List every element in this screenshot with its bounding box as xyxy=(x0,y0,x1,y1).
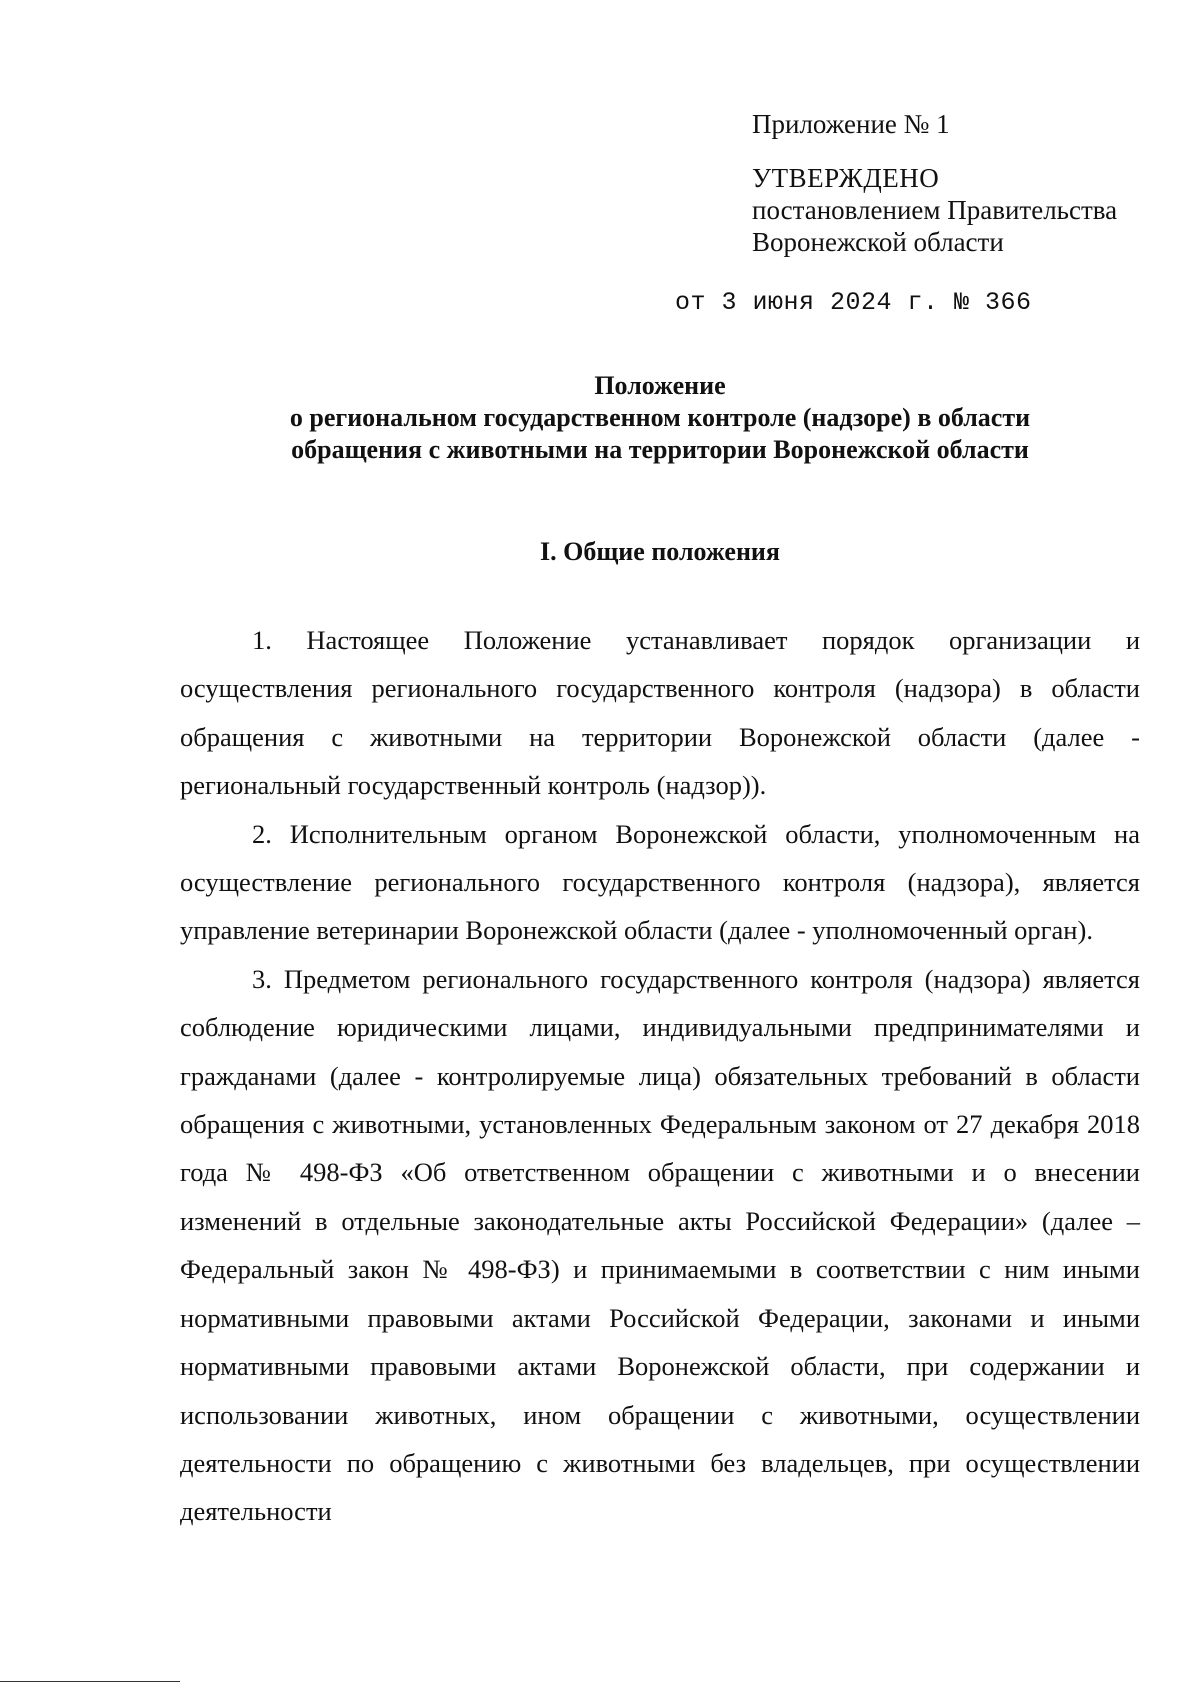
approval-authority: постановлением Правительства xyxy=(752,195,1118,225)
paragraph-1: 1. Настоящее Положение устанавливает порядок организации и осуществления регионального государственного контроля (надзора) в области обращения с животными на территории Воронежской области (далее - региональный государственный контроль (надзор)). xyxy=(180,625,1140,801)
approval-stamp: УТВЕРЖДЕНО xyxy=(752,163,940,193)
title-line-3: обращения с животными на территории Воронежской области xyxy=(291,435,1029,464)
title-line-2: о региональном государственном контроле (надзоре) в области xyxy=(289,403,1031,432)
document-title xyxy=(180,370,1140,466)
paragraph-3: 3. Предметом регионального государственного контроля (надзора) является соблюдение юридическими лицами, индивидуальными предпринимателями и гражданами (далее - контролируемые лица) обязательных требований в области обращения с животными, установленных Федеральным законом от 27 декабря 2018 года № 498-ФЗ «Об ответственном обращении с животными и о внесении изменений в отдельные законодательные акты Российской Федерации» (далее – Федеральный закон № 498-ФЗ) и принимаемыми в соответствии с ним иными нормативными правовыми актами Российской Федерации, законами и иными нормативными правовыми актами Воронежской области, при содержании и использовании животных, ином обращении с животными, осуществлении деятельности по обращению с животными без владельцев, при осуществлении деятельности xyxy=(180,963,1140,1527)
title-line-1: Положение xyxy=(594,371,726,400)
section-heading: I. Общие положения xyxy=(540,537,780,566)
approval-block xyxy=(752,108,1117,258)
approval-region: Воронежской области xyxy=(752,227,1004,257)
approval-date: от 3 июня 2024 г. № 366 xyxy=(675,288,1032,317)
page-bottom-rule xyxy=(0,1681,180,1682)
paragraph-2: 2. Исполнительным органом Воронежской области, уполномоченным на осуществление регионального государственного контроля (надзора), является управление ветеринарии Воронежской области (далее - уполномоченный орган). xyxy=(180,818,1140,946)
annex-number: Приложение № 1 xyxy=(752,109,950,139)
body-text xyxy=(180,616,1140,1536)
